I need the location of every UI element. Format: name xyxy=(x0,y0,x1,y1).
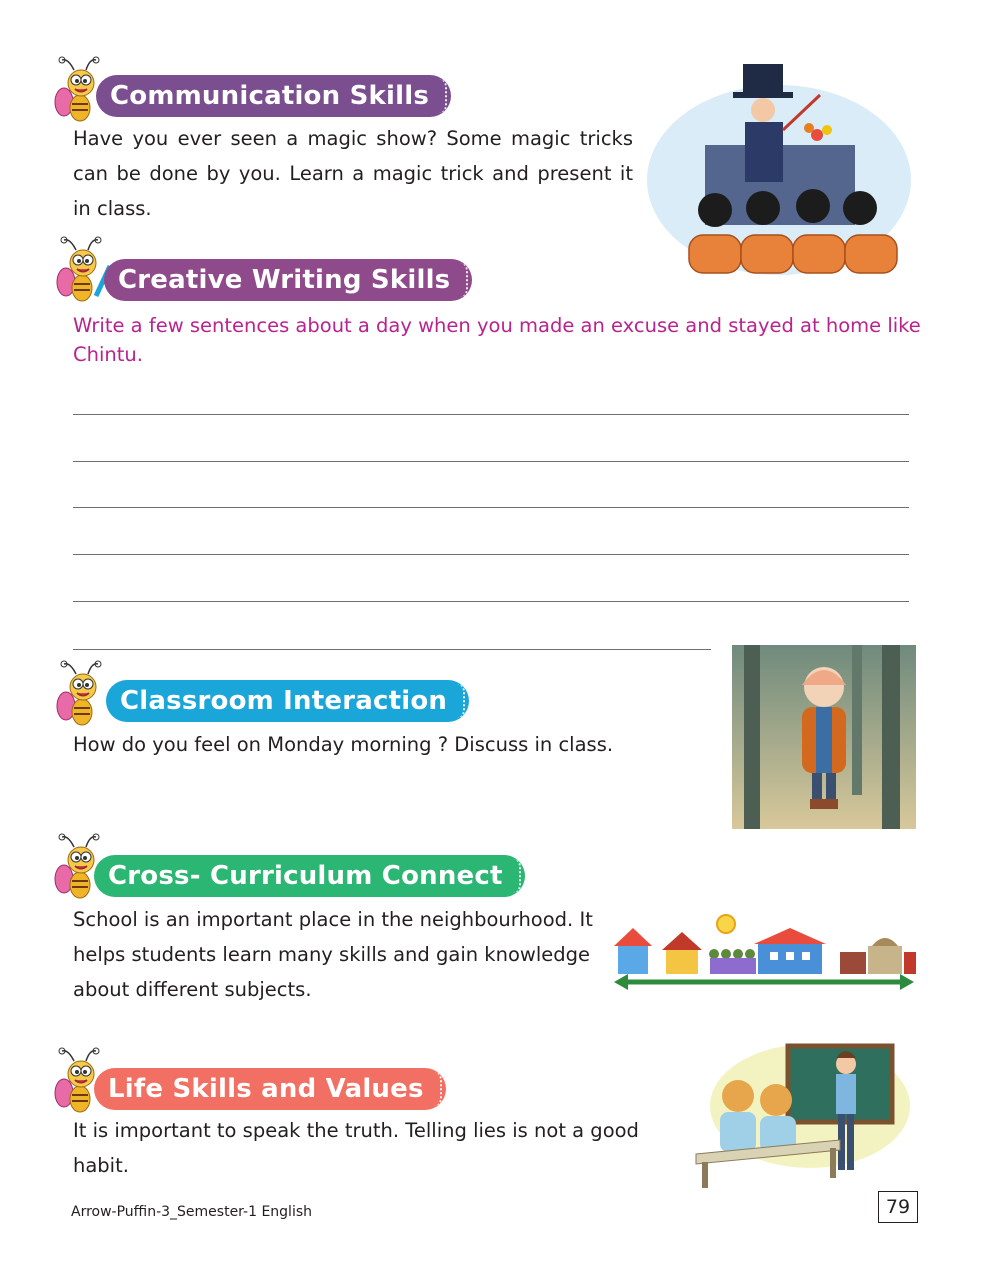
section-heading-cross-curriculum xyxy=(94,855,525,897)
page-number: 79 xyxy=(878,1191,918,1223)
section-heading-life-skills xyxy=(94,1068,446,1110)
section-heading-classroom-interaction xyxy=(106,680,469,722)
text-line: habit. xyxy=(73,1154,129,1177)
writing-line[interactable] xyxy=(73,601,909,602)
neighbourhood-buildings-illustration xyxy=(610,908,918,994)
heading-text: Life Skills and Values xyxy=(108,1074,424,1104)
text-line: Chintu. xyxy=(73,343,143,366)
section-heading-communication xyxy=(96,75,451,117)
text-line: Have you ever seen a magic show? Some magic tricks xyxy=(73,127,633,150)
heading-text: Communication Skills xyxy=(110,81,430,111)
text-line: Write a few sentences about a day when you made an excuse and stayed at home like xyxy=(73,314,921,337)
heading-text: Cross- Curriculum Connect xyxy=(108,861,503,891)
teacher-and-students-illustration xyxy=(690,1036,912,1192)
bee-mascot-icon xyxy=(56,236,112,304)
bee-mascot-icon xyxy=(56,660,112,728)
writing-line[interactable] xyxy=(73,507,909,508)
text-line: helps students learn many skills and gain knowledge xyxy=(73,943,590,966)
text-line: in class. xyxy=(73,197,152,220)
writing-line[interactable] xyxy=(73,414,909,415)
section-heading-creative-writing xyxy=(104,259,472,301)
heading-text: Creative Writing Skills xyxy=(118,265,451,295)
footer-book-title: Arrow-Puffin-3_Semester-1 English xyxy=(71,1204,313,1220)
life-skills-text xyxy=(73,1113,673,1183)
writing-line[interactable] xyxy=(73,649,711,650)
writing-line[interactable] xyxy=(73,554,909,555)
text-line: It is important to speak the truth. Telling lies is not a good xyxy=(73,1119,639,1142)
text-line: can be done by you. Learn a magic trick and present it xyxy=(73,162,633,185)
child-in-forest-illustration xyxy=(732,645,916,829)
creative-writing-prompt xyxy=(73,311,933,369)
text-line: How do you feel on Monday morning ? Discuss in class. xyxy=(73,733,614,756)
text-line: about different subjects. xyxy=(73,978,312,1001)
text-line: School is an important place in the neighbourhood. It xyxy=(73,908,593,931)
heading-text: Classroom Interaction xyxy=(120,686,448,716)
writing-line[interactable] xyxy=(73,461,909,462)
magician-with-children-illustration xyxy=(645,60,913,280)
communication-text xyxy=(73,121,633,226)
classroom-text xyxy=(73,727,693,762)
cross-curriculum-text xyxy=(73,902,593,1007)
